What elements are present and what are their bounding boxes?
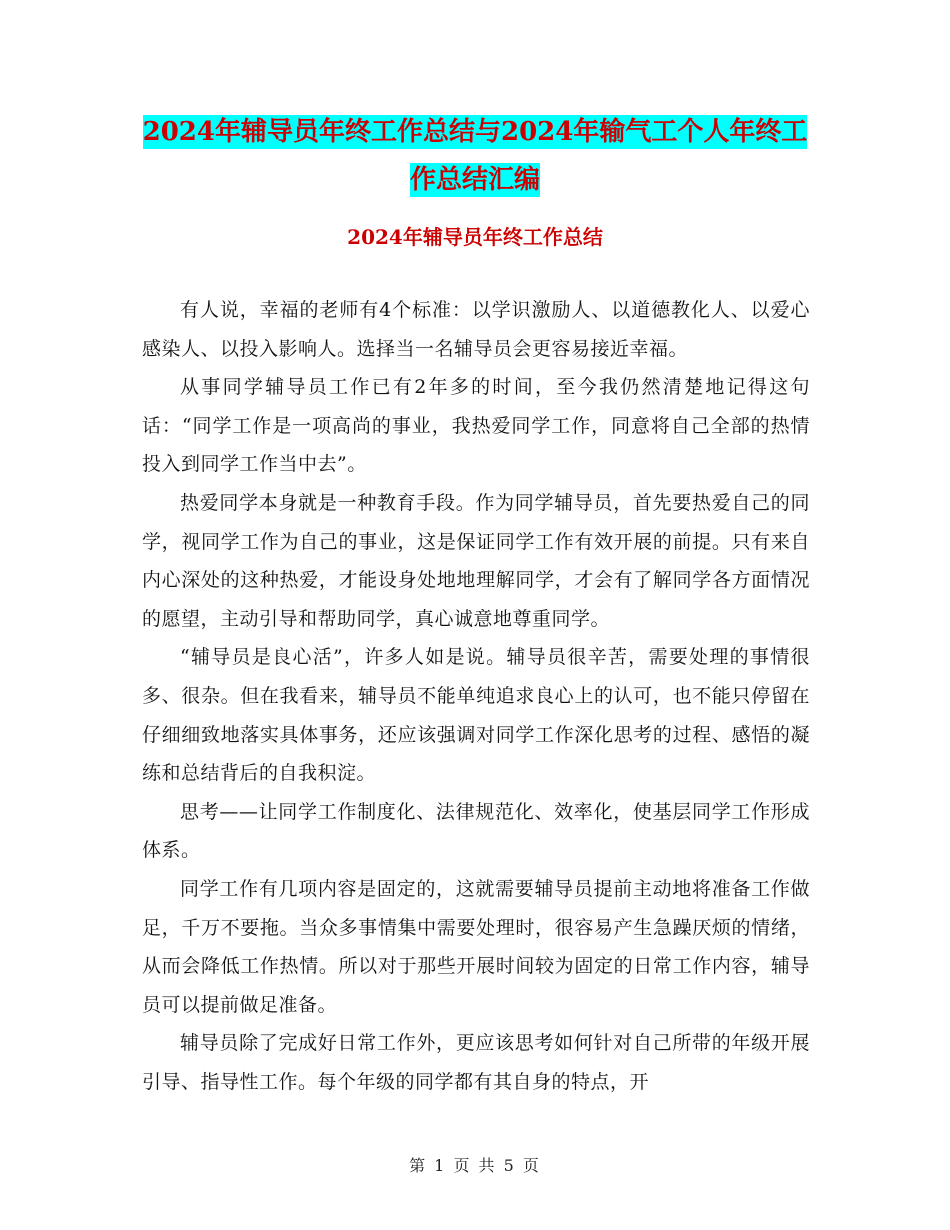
paragraph: 有人说，幸福的老师有4个标准：以学识激励人、以道德教化人、以爱心感染人、以投入影响人。选择当一名辅导员会更容易接近幸福。 xyxy=(142,299,810,360)
page-footer: 第 1 页 共 5 页 xyxy=(409,1156,541,1175)
paragraph: “辅导员是良心活”，许多人如是说。辅导员很辛苦，需要处理的事情很多、很杂。但在我看来，辅导员不能单纯追求良心上的认可，也不能只停留在仔细细致地落实具体事务，还应该强调对同学工作深化思考的过程、感悟的凝练和总结背后的自我积淀。 xyxy=(142,646,810,785)
body-text xyxy=(142,291,810,1101)
paragraph: 从事同学辅导员工作已有2年多的时间，至今我仍然清楚地记得这句话：“同学工作是一项高尚的事业，我热爱同学工作，同意将自己全部的热情投入到同学工作当中去”。 xyxy=(142,376,810,476)
document-title xyxy=(140,108,810,204)
paragraph: 同学工作有几项内容是固定的，这就需要辅导员提前主动地将准备工作做足，千万不要拖。当众多事情集中需要处理时，很容易产生急躁厌烦的情绪，从而会降低工作热情。所以对于那些开展时间较为固定的日常工作内容，辅导员可以提前做足准备。 xyxy=(142,877,810,1016)
paragraph: 辅导员除了完成好日常工作外，更应该思考如何针对自己所带的年级开展引导、指导性工作。每个年级的同学都有其自身的特点，开 xyxy=(142,1032,810,1093)
paragraph: 热爱同学本身就是一种教育手段。作为同学辅导员，首先要热爱自己的同学，视同学工作为自己的事业，这是保证同学工作有效开展的前提。只有来自内心深处的这种热爱，才能设身处地地理解同学，才会有了解同学各方面情况的愿望，主动引导和帮助同学，真心诚意地尊重同学。 xyxy=(142,491,810,630)
document-title-text: 2024年辅导员年终工作总结与2024年输气工个人年终工作总结汇编 xyxy=(142,117,808,195)
section-heading: 2024年辅导员年终工作总结 xyxy=(347,225,603,249)
paragraph: 思考——让同学工作制度化、法律规范化、效率化，使基层同学工作形成体系。 xyxy=(142,800,810,862)
